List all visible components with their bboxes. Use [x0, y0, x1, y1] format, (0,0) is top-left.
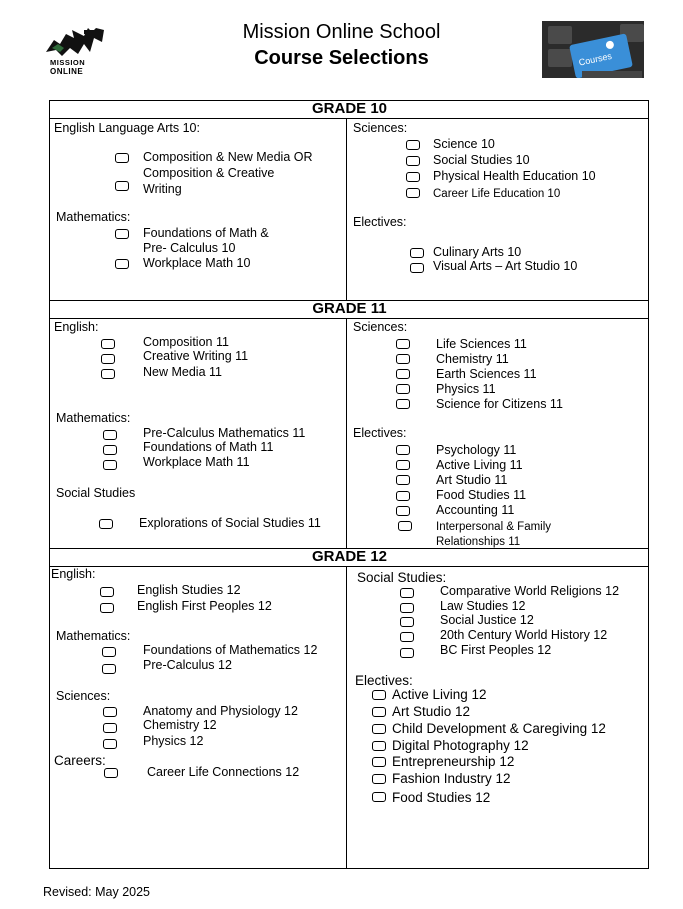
g10-checkbox-culinary[interactable]: [410, 248, 424, 258]
g11-checkbox-interpersonal[interactable]: [398, 521, 412, 531]
g12-checkbox-child-dev[interactable]: [372, 724, 386, 734]
g12-checkbox-world-history[interactable]: [400, 632, 414, 642]
g11-checkbox-creative-writing[interactable]: [101, 354, 115, 364]
g11-elec-label: Electives:: [353, 426, 407, 440]
grade10-heading: GRADE 10: [311, 100, 388, 117]
g12-course-foundations: Foundations of Mathematics 12: [143, 643, 318, 657]
g10-checkbox-science[interactable]: [406, 140, 420, 150]
g10-checkbox-composition-creative[interactable]: [115, 181, 129, 191]
grade12-heading: GRADE 12: [311, 548, 388, 565]
g12-checkbox-foundations[interactable]: [102, 647, 116, 657]
g12-checkbox-chemistry[interactable]: [103, 723, 117, 733]
g12-course-law: Law Studies 12: [440, 599, 526, 613]
g10-checkbox-cle[interactable]: [406, 188, 420, 198]
page-title: Course Selections: [254, 47, 429, 69]
g10-course-culinary: Culinary Arts 10: [433, 245, 522, 259]
g12-checkbox-world-religions[interactable]: [400, 588, 414, 598]
g10-checkbox-phe[interactable]: [406, 172, 420, 182]
g10-course-composition-new-media: Composition & New Media OR: [143, 150, 313, 164]
g11-course-active-living: Active Living 11: [436, 458, 523, 472]
g11-course-workplace: Workplace Math 11: [143, 455, 250, 469]
g11-checkbox-accounting[interactable]: [396, 506, 410, 516]
g11-course-interpersonal: Interpersonal & Family: [436, 521, 552, 533]
g11-checkbox-explorations[interactable]: [99, 519, 113, 529]
g11-checkbox-composition[interactable]: [101, 339, 115, 349]
g12-math-label: Mathematics:: [56, 629, 131, 643]
g10-sci-label: Sciences:: [353, 121, 408, 135]
g12-course-bcfp: BC First Peoples 12: [440, 643, 552, 657]
g10-course-foundations: Foundations of Math &: [143, 226, 269, 240]
g12-course-food-studies: Food Studies 12: [392, 790, 491, 805]
g10-course-workplace-math: Workplace Math 10: [143, 256, 251, 270]
logo-text-mission: MISSION: [50, 58, 86, 67]
g11-course-explorations: Explorations of Social Studies 11: [139, 516, 321, 530]
g11-checkbox-psychology[interactable]: [396, 445, 410, 455]
g11-checkbox-life-sciences[interactable]: [396, 339, 410, 349]
g12-course-english-studies: English Studies 12: [137, 583, 241, 597]
courses-key-label: Courses: [577, 50, 613, 68]
g11-course-precalc: Pre-Calculus Mathematics 11: [143, 426, 306, 440]
g12-course-active-living: Active Living 12: [392, 687, 487, 702]
g11-course-foundations: Foundations of Math 11: [143, 440, 274, 454]
g11-ss-label: Social Studies: [56, 486, 136, 500]
g11-course-composition: Composition 11: [143, 335, 229, 349]
g12-checkbox-food-studies[interactable]: [372, 792, 386, 802]
g12-checkbox-active-living[interactable]: [372, 690, 386, 700]
g10-checkbox-foundations-precalc[interactable]: [115, 229, 129, 239]
g11-checkbox-physics[interactable]: [396, 384, 410, 394]
g11-checkbox-workplace[interactable]: [103, 460, 117, 470]
g10-checkbox-workplace-math[interactable]: [115, 259, 129, 269]
g11-checkbox-precalc[interactable]: [103, 430, 117, 440]
g11-checkbox-active-living[interactable]: [396, 460, 410, 470]
g11-checkbox-earth-sciences[interactable]: [396, 369, 410, 379]
g12-course-efp: English First Peoples 12: [137, 599, 272, 613]
g11-course-art-studio: Art Studio 11: [436, 473, 508, 487]
g12-ss-label: Social Studies:: [357, 570, 447, 585]
courses-keyboard-image: [542, 21, 644, 78]
g11-math-label: Mathematics:: [56, 411, 131, 425]
g12-course-precalc: Pre-Calculus 12: [143, 658, 232, 672]
g10-checkbox-social-studies[interactable]: [406, 156, 420, 166]
g12-course-physics: Physics 12: [143, 734, 204, 748]
g12-eng-label: English:: [51, 567, 96, 581]
g12-elec-label: Electives:: [355, 673, 413, 688]
g10-checkbox-visual-arts[interactable]: [410, 263, 424, 273]
g10-ela-label: English Language Arts 10:: [54, 121, 200, 135]
g10-course-writing: Writing: [143, 182, 182, 196]
g12-checkbox-digital-photo[interactable]: [372, 741, 386, 751]
g12-course-digital-photo: Digital Photography 12: [392, 738, 529, 753]
revised-date: Revised: May 2025: [43, 885, 151, 899]
g12-sci-label: Sciences:: [56, 689, 111, 703]
g10-math-label: Mathematics:: [56, 210, 131, 224]
g10-course-phe: Physical Health Education 10: [433, 169, 596, 183]
g10-checkbox-composition-new-media[interactable]: [115, 153, 129, 163]
g11-course-physics: Physics 11: [436, 382, 496, 396]
g11-course-chemistry: Chemistry 11: [436, 352, 509, 366]
g11-checkbox-science-citizens[interactable]: [396, 399, 410, 409]
g12-checkbox-career-life[interactable]: [104, 768, 118, 778]
g10-course-cle: Career Life Education 10: [433, 188, 561, 200]
g10-course-composition-creative: Composition & Creative: [143, 166, 275, 180]
g10-course-science: Science 10: [433, 137, 495, 151]
g12-course-entrepreneurship: Entrepreneurship 12: [392, 754, 515, 769]
g11-course-science-citizens: Science for Citizens 11: [436, 397, 563, 411]
grade11-heading: GRADE 11: [312, 300, 387, 317]
g11-sci-label: Sciences:: [353, 320, 408, 334]
g12-checkbox-efp[interactable]: [100, 603, 114, 613]
g12-checkbox-english-studies[interactable]: [100, 587, 114, 597]
g12-course-chemistry: Chemistry 12: [143, 718, 217, 732]
g11-checkbox-foundations[interactable]: [103, 445, 117, 455]
g12-course-anatomy: Anatomy and Physiology 12: [143, 704, 298, 718]
g10-course-precalc: Pre- Calculus 10: [143, 241, 236, 255]
g12-course-child-dev: Child Development & Caregiving 12: [392, 721, 606, 736]
g11-checkbox-food-studies[interactable]: [396, 491, 410, 501]
g11-course-relationships: Relationships 11: [436, 536, 521, 548]
g11-eng-label: English:: [54, 320, 99, 334]
g10-course-social-studies: Social Studies 10: [433, 153, 530, 167]
g12-checkbox-precalc[interactable]: [102, 664, 116, 674]
g11-checkbox-new-media[interactable]: [101, 369, 115, 379]
g11-checkbox-art-studio[interactable]: [396, 475, 410, 485]
g12-checkbox-law[interactable]: [400, 603, 414, 613]
g11-course-accounting: Accounting 11: [436, 503, 515, 517]
users-icon: [605, 40, 614, 49]
g11-course-creative-writing: Creative Writing 11: [143, 349, 249, 363]
g12-checkbox-entrepreneurship[interactable]: [372, 757, 386, 767]
g12-checkbox-social-justice[interactable]: [400, 617, 414, 627]
school-name: Mission Online School: [242, 21, 441, 43]
g12-course-art-studio: Art Studio 12: [392, 704, 471, 719]
g10-elec-label: Electives:: [353, 215, 407, 229]
g11-course-food-studies: Food Studies 11: [436, 488, 527, 502]
g12-course-world-history: 20th Century World History 12: [440, 628, 608, 642]
g11-course-life-sciences: Life Sciences 11: [436, 337, 527, 351]
g12-checkbox-fashion[interactable]: [372, 774, 386, 784]
g11-course-new-media: New Media 11: [143, 365, 222, 379]
logo-text-online: ONLINE: [50, 67, 84, 76]
g12-careers-label: Careers:: [54, 753, 106, 768]
g12-course-fashion: Fashion Industry 12: [392, 771, 511, 786]
g11-checkbox-chemistry[interactable]: [396, 354, 410, 364]
g12-checkbox-physics[interactable]: [103, 739, 117, 749]
g12-course-world-religions: Comparative World Religions 12: [440, 584, 620, 598]
g12-checkbox-bcfp[interactable]: [400, 648, 414, 658]
g11-course-psychology: Psychology 11: [436, 443, 517, 457]
g12-checkbox-art-studio[interactable]: [372, 707, 386, 717]
g12-checkbox-anatomy[interactable]: [103, 707, 117, 717]
g11-course-earth-sciences: Earth Sciences 11: [436, 367, 537, 381]
g12-course-career-life: Career Life Connections 12: [147, 765, 300, 779]
g10-course-visual-arts: Visual Arts – Art Studio 10: [433, 259, 578, 273]
g12-course-social-justice: Social Justice 12: [440, 613, 534, 627]
